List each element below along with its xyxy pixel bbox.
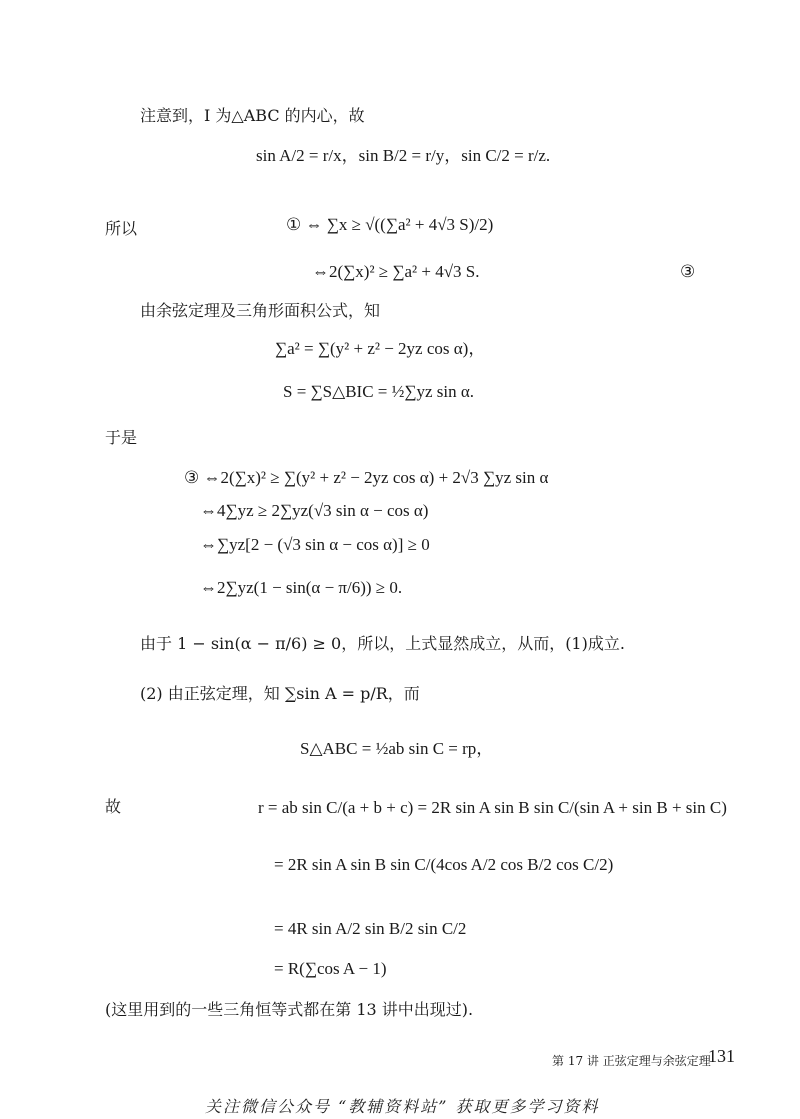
equation-chain-1: ③ ⇔2(∑x)² ≥ ∑(y² + z² − 2yz cos α) + 2√3 ∑yz sin α — [184, 468, 549, 487]
paragraph-reference-note: (这里用到的一些三角恒等式都在第 13 讲中出现过). — [105, 1000, 474, 1019]
equation-chain-3: ⇔∑yz[2 − (√3 sin α − cos α)] ≥ 0 — [200, 535, 430, 554]
label-gu: 故 — [105, 797, 122, 816]
paragraph-conclusion-1: 由于 1 − sin(α − π/6) ≥ 0，所以，上式显然成立，从而，(1)成立. — [140, 634, 625, 653]
equation-r-step-1: r = ab sin C/(a + b + c) = 2R sin A sin B sin C/(sin A + sin B + sin C) — [258, 798, 727, 817]
equation-3-step-b: ⇔2(∑x)² ≥ ∑a² + 4√3 S. — [312, 262, 480, 281]
equation-chain-4: ⇔2∑yz(1 − sin(α − π/6)) ≥ 0. — [200, 578, 403, 597]
label-suoyi: 所以 — [105, 219, 138, 238]
footer-chapter-title: 第 17 讲 正弦定理与余弦定理 — [552, 1054, 711, 1068]
intro-line: 注意到，I 为△ABC 的内心，故 — [140, 106, 365, 125]
equation-sin-half-angles: sin A/2 = r/x，sin B/2 = r/y，sin C/2 = r/z. — [256, 146, 551, 165]
equation-chain-2: ⇔4∑yz ≥ 2∑yz(√3 sin α − cos α) — [200, 501, 429, 520]
watermark-text: 关注微信公众号 “教辅资料站” 获取更多学习资料 — [205, 1097, 600, 1116]
equation-area-sum: S = ∑S△BIC = ½∑yz sin α. — [283, 382, 475, 401]
equation-tag-3: ③ — [680, 262, 696, 281]
equation-r-step-2: = 2R sin A sin B sin C/(4cos A/2 cos B/2 cos C/2) — [274, 855, 614, 874]
equation-r-step-4: = R(∑cos A − 1) — [274, 959, 387, 978]
label-yushi: 于是 — [105, 428, 138, 447]
equation-r-step-3: = 4R sin A/2 sin B/2 sin C/2 — [274, 919, 467, 938]
equation-area-abc: S△ABC = ½ab sin C = rp， — [300, 739, 494, 758]
equation-3-step-a: ① ⇔ ∑x ≥ √((∑a² + 4√3 S)/2) — [286, 215, 494, 234]
paragraph-law-of-cosines: 由余弦定理及三角形面积公式，知 — [140, 301, 381, 320]
paragraph-part-2: (2) 由正弦定理，知 ∑sin A = p/R，而 — [140, 684, 420, 703]
equation-sum-a-squared: ∑a² = ∑(y² + z² − 2yz cos α)， — [275, 339, 486, 358]
page-number: 131 — [708, 1046, 735, 1066]
